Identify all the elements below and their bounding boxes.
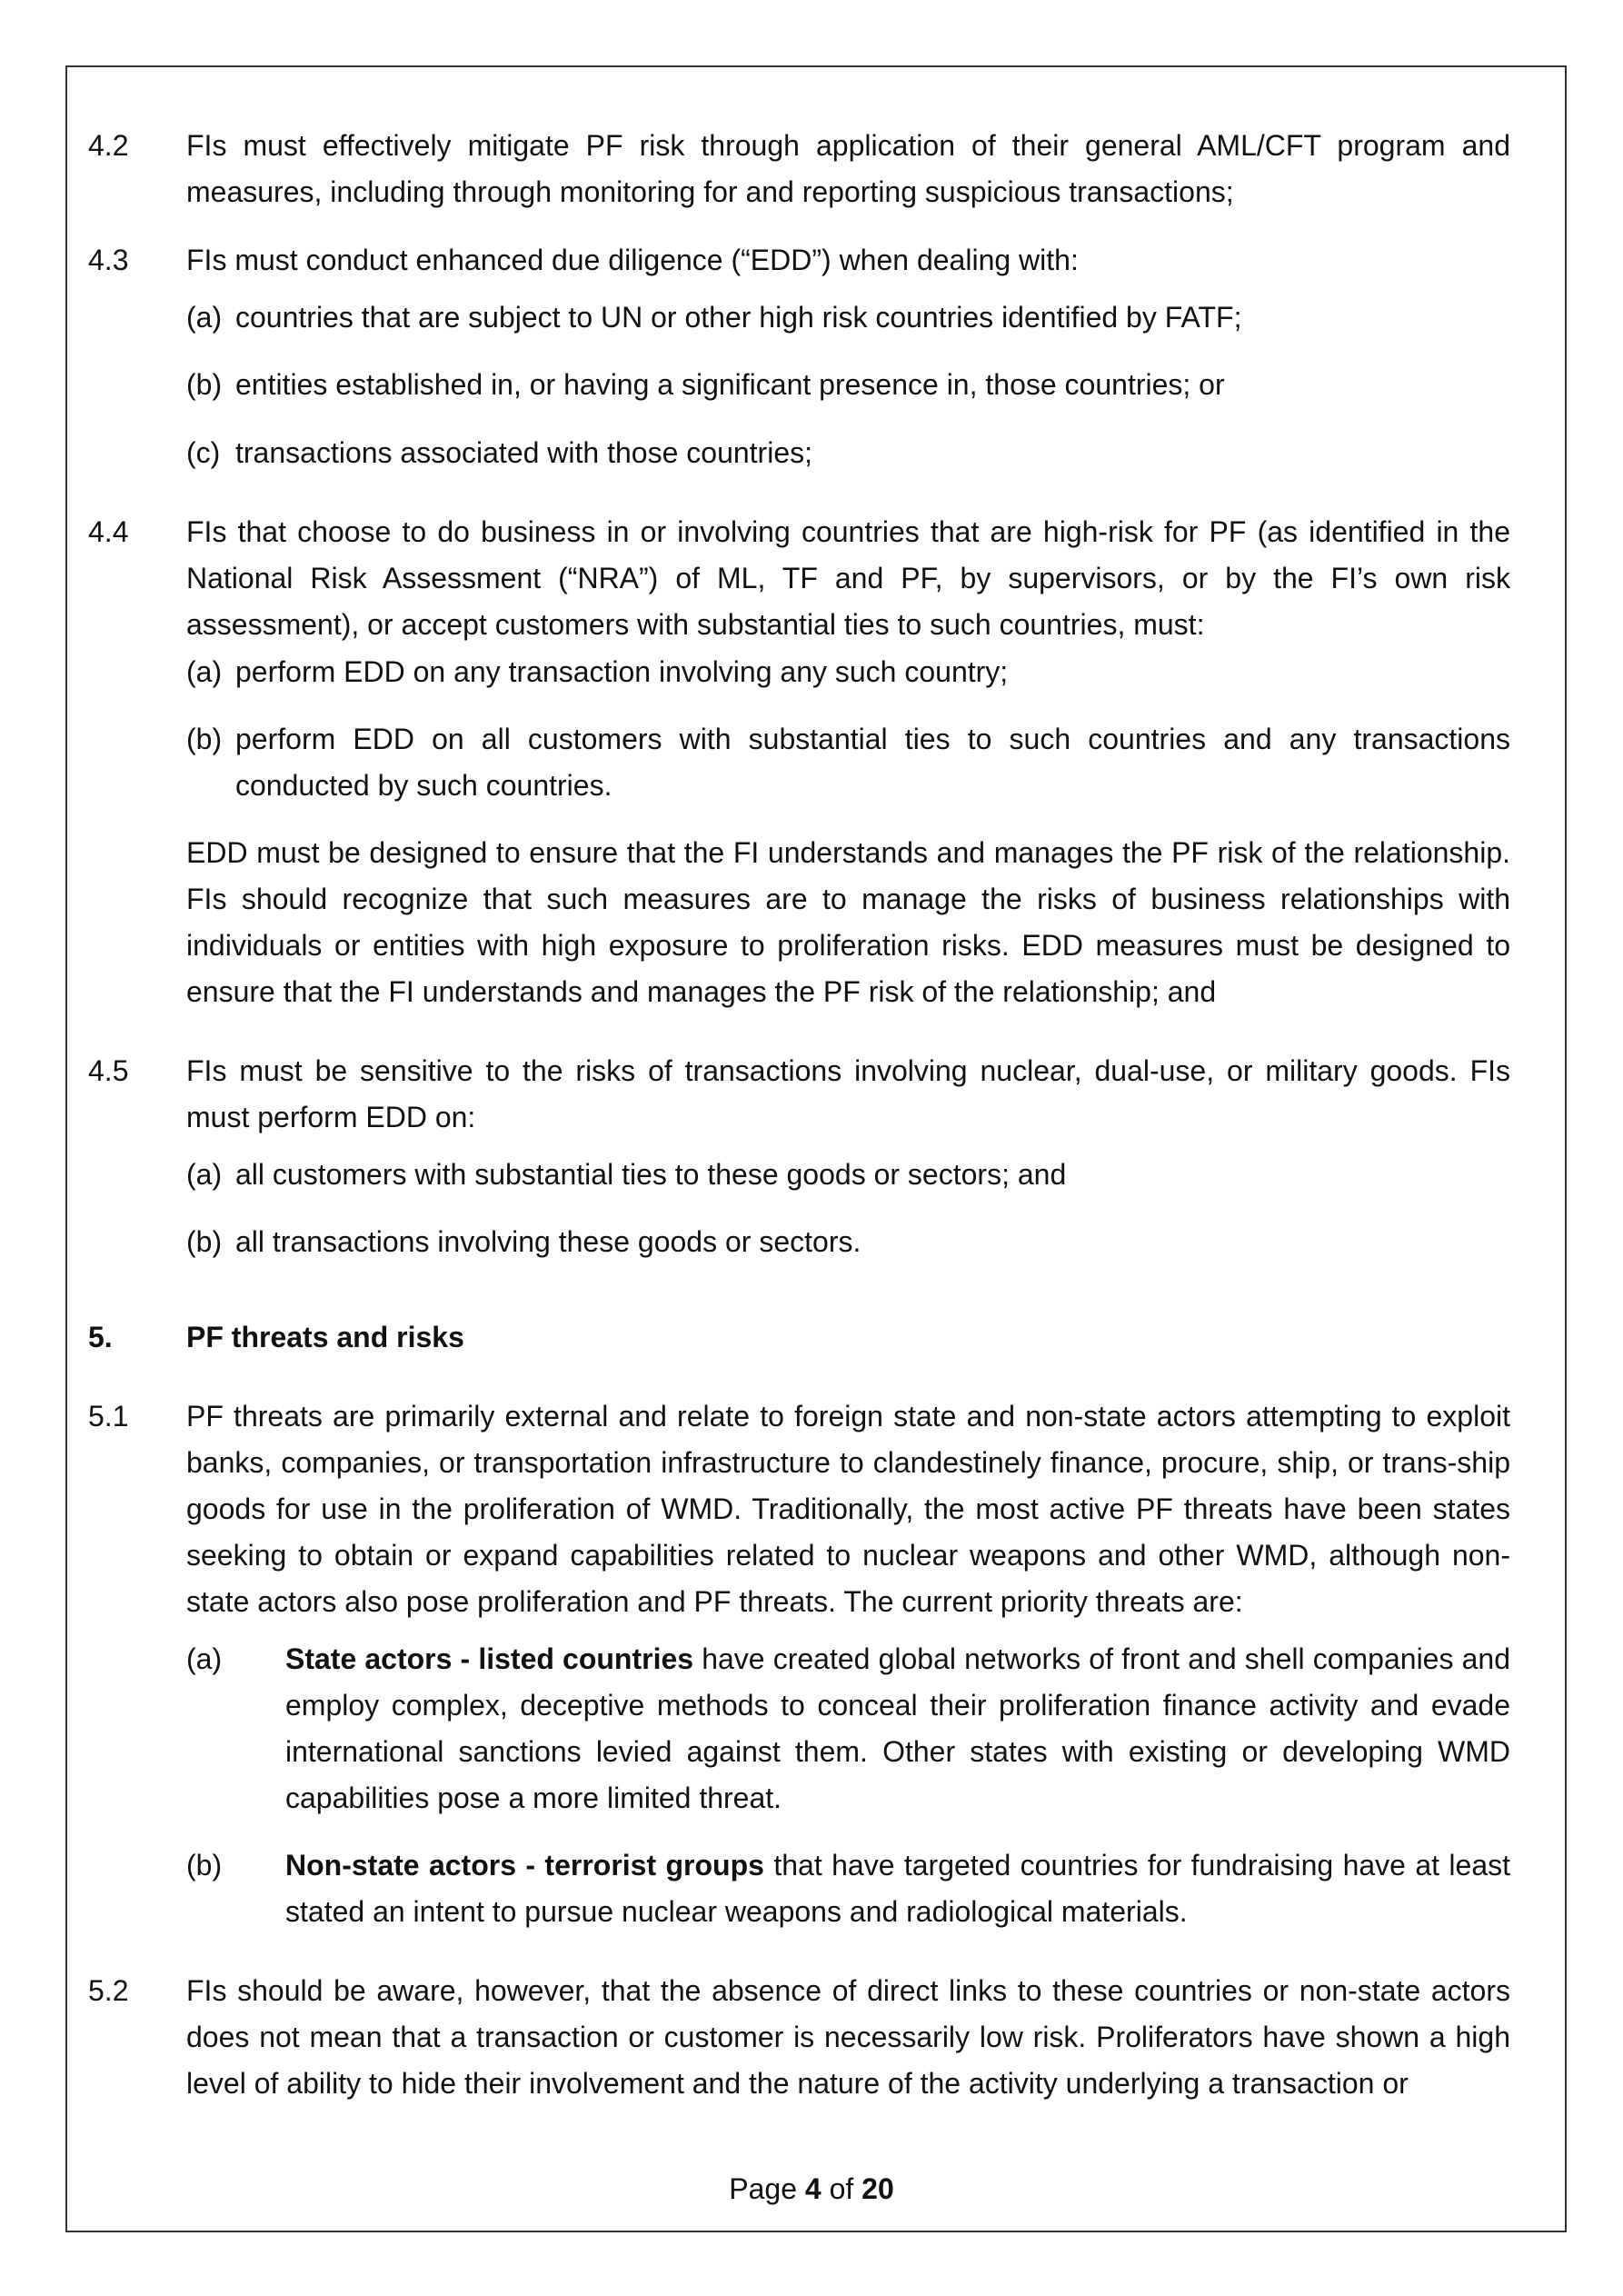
clause-text: FIs must be sensitive to the risks of transactions involving nuclear, dual-use, or military goods. FIs must perform EDD on: bbox=[186, 1054, 1510, 1133]
sub-item-bold-lead: State actors - listed countries bbox=[285, 1642, 694, 1675]
sub-item bbox=[186, 716, 1510, 809]
clause-text: FIs must conduct enhanced due diligence (“EDD”) when dealing with: bbox=[186, 244, 1079, 276]
clause-number: 4.2 bbox=[88, 129, 129, 162]
sub-item-text: all customers with substantial ties to these goods or sectors; and bbox=[235, 1158, 1067, 1191]
sub-item-text: all transactions involving these goods or sectors. bbox=[235, 1225, 861, 1258]
clause-number: 4.3 bbox=[88, 244, 129, 276]
sub-item-text: transactions associated with those countries; bbox=[235, 436, 812, 469]
sub-item-label: (b) bbox=[186, 1849, 223, 1882]
clause-text: FIs that choose to do business in or involving countries that are high-risk for PF (as identified in the National Risk Assessment (“NRA”) of ML, TF and PF, by supervisors, or by the FI’s own risk assessment), or accept customers with substantial ties to such countries, must: bbox=[186, 515, 1510, 641]
sub-item-bold-lead: Non-state actors - terrorist groups bbox=[285, 1849, 764, 1882]
document-body bbox=[88, 123, 1510, 2107]
sub-item-text: perform EDD on any transaction involving any such country; bbox=[235, 655, 1009, 688]
sub-item-label: (b) bbox=[186, 1225, 223, 1258]
sub-item bbox=[186, 1219, 1510, 1265]
sub-item-body: that have targeted countries for fundraising have at least stated an intent to pursue nuclear weapons and radiological materials. bbox=[285, 1849, 1511, 1928]
page-of-label: of bbox=[821, 2172, 862, 2205]
clause-number: 4.4 bbox=[88, 515, 129, 548]
sub-item bbox=[186, 294, 1510, 341]
sub-item-text: entities established in, or having a significant presence in, those countries; or bbox=[235, 368, 1225, 401]
sub-item-text bbox=[285, 1842, 1510, 1935]
clause-4-3 bbox=[88, 237, 1510, 284]
sub-item-label: (b) bbox=[186, 368, 223, 401]
sub-item bbox=[186, 430, 1510, 476]
sub-item-label: (c) bbox=[186, 436, 221, 469]
clause-4-2 bbox=[88, 123, 1510, 215]
clause-text: FIs should be aware, however, that the absence of direct links to these countries or non-state actors does not mean that a transaction or customer is necessarily low risk. Proliferators have shown a high level of ability to hide their involvement and the nature of the activity underlying a transaction or bbox=[186, 1974, 1510, 2100]
section-heading bbox=[88, 1314, 1510, 1361]
sub-item bbox=[186, 1636, 1510, 1822]
sub-item bbox=[186, 649, 1510, 695]
sub-item bbox=[186, 1152, 1510, 1198]
sub-item-text bbox=[285, 1636, 1510, 1822]
page-footer bbox=[0, 2171, 1623, 2207]
sub-item-label: (a) bbox=[186, 1158, 223, 1191]
clause-text: FIs must effectively mitigate PF risk through application of their general AML/CFT program and measures, including through monitoring for and reporting suspicious transactions; bbox=[186, 129, 1510, 208]
clause-number: 5.1 bbox=[88, 1400, 129, 1433]
clause-5-2 bbox=[88, 1968, 1510, 2107]
sub-item bbox=[186, 1842, 1510, 1935]
sub-item-text: perform EDD on all customers with substantial ties to such countries and any transactions conducted by such countries. bbox=[235, 723, 1510, 802]
sub-item-text: countries that are subject to UN or other high risk countries identified by FATF; bbox=[235, 301, 1242, 334]
clause-5-1 bbox=[88, 1393, 1510, 1625]
current-page-number: 4 bbox=[804, 2172, 821, 2205]
sub-item bbox=[186, 362, 1510, 408]
sub-item-label: (a) bbox=[186, 301, 223, 334]
sub-item-body: have created global networks of front and shell companies and employ complex, deceptive methods to conceal their proliferation finance activity and evade international sanctions levied against them. Other states with existing or developing WMD capabilities pose a more limited threat. bbox=[285, 1642, 1511, 1814]
sub-item-label: (b) bbox=[186, 723, 223, 755]
section-title: PF threats and risks bbox=[186, 1321, 464, 1353]
clause-text: PF threats are primarily external and relate to foreign state and non-state actors attempting to exploit banks, companies, or transportation infrastructure to clandestinely finance, procure, ship, or trans-ship goods for use in the proliferation of WMD. Traditionally, the most active PF threats have been states seeking to obtain or expand capabilities related to nuclear weapons and other WMD, although non-state actors also pose proliferation and PF threats. The current priority threats are: bbox=[186, 1400, 1510, 1618]
section-number: 5. bbox=[88, 1321, 113, 1353]
clause-paragraph: EDD must be designed to ensure that the FI understands and manages the PF risk of the relationship. FIs should recognize that such measures are to manage the risks of business relationships with individuals or entities with high exposure to proliferation risks. EDD measures must be designed to ensure that the FI understands and manages the PF risk of the relationship; and bbox=[186, 836, 1510, 1008]
sub-item-label: (a) bbox=[186, 655, 223, 688]
page-label: Page bbox=[729, 2172, 805, 2205]
total-page-count: 20 bbox=[861, 2172, 894, 2205]
clause-4-5 bbox=[88, 1048, 1510, 1141]
clause-number: 5.2 bbox=[88, 1974, 129, 2007]
sub-item-label: (a) bbox=[186, 1642, 223, 1675]
clause-number: 4.5 bbox=[88, 1054, 129, 1087]
clause-4-4 bbox=[88, 509, 1510, 648]
